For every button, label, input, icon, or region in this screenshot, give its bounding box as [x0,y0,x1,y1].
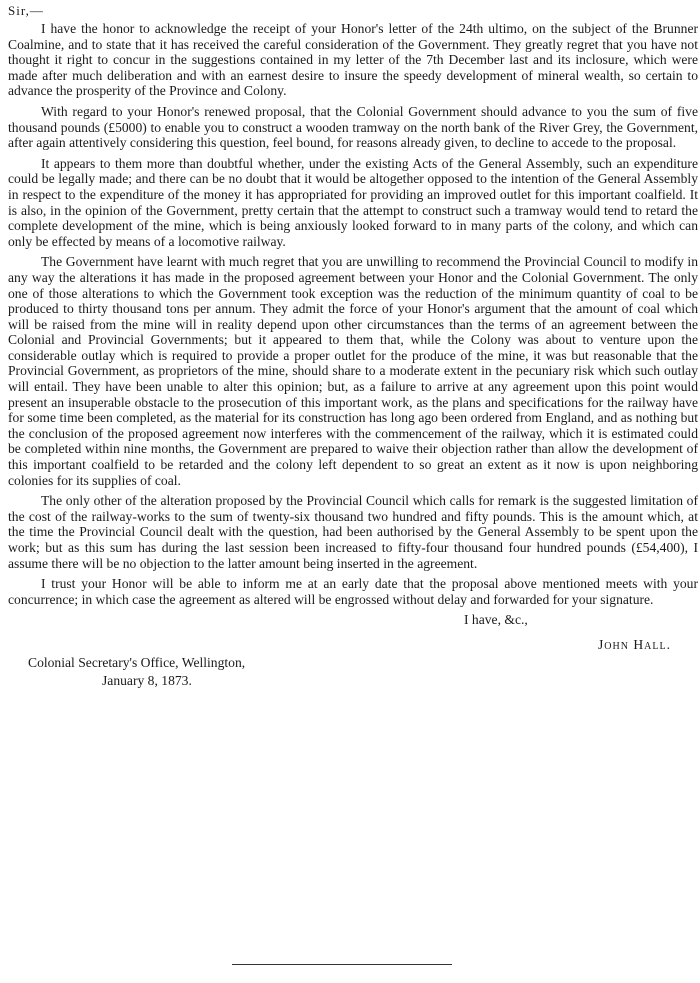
closing-block [8,612,698,670]
letter-date: January 8, 1873. [102,673,192,689]
office-address: Colonial Secretary's Office, Wellington, [28,655,246,671]
paragraph-cost-limitation: The only other of the alteration proposed by the Provincial Council which calls for remark is the suggested limitation of the cost of the railway-works to the sum of twenty-six thousand two hundred and fifty pounds. This is the amount which, at the time the Provincial Council dealt with the question, had been authorised by the General Assembly to be spent upon the work; but as this sum has during the last session been increased to fifty-four thousand four hundred pounds (£54,400), I assume there will be no objection to the latter amount being inserted in the agreement. [8,493,698,571]
divider-rule [232,964,452,965]
signature: John Hall. [598,637,672,653]
letter-page [8,2,698,690]
closing-phrase: I have, &c., [464,612,528,628]
paragraph-acknowledgement: I have the honor to acknowledge the receipt of your Honor's letter of the 24th ultimo, on the subject of the Brunner Coalmine, and to state that it has received the careful consideration of the Government. They greatly regret that you have not thought it right to concur in the suggestions contained in my letter of the 7th December last and its inclosure, which were made after much deliberation and with an earnest desire to insure the speedy development of mineral wealth, so certain to advance the prosperity of the Province and Colony. [8,21,698,99]
salutation: Sir,— [8,3,44,18]
paragraph-conclusion: I trust your Honor will be able to inform me at an early date that the proposal above mentioned meets with your concurrence; in which case the agreement as altered will be engrossed without delay and forwarded for your signature. [8,576,698,607]
paragraph-provincial-council: The Government have learnt with much regret that you are unwilling to recommend the Provincial Council to modify in any way the alterations it has made in the proposed agreement between your Honor and the Colonial Government. The only one of those alterations to which the Government took exception was the reduction of the minimum quantity of coal to be produced to thirty thousand tons per annum. They admit the force of your Honor's argument that the amount of coal which will be raised from the mine will in reality depend upon other circumstances than the terms of an agreement between the Colonial and Provincial Governments; but it appeared to them that, while the Colony was about to venture upon the considerable outlay which is required to provide a proper outlet for the produce of the mine, it was but reasonable that the Provincial Government, as proprietors of the mine, should share to a moderate extent in the pecuniary risk which such outlay will entail. They have been unable to alter this opinion; but, as a failure to arrive at any agreement upon this point would present an insuperable obstacle to the prosecution of this important work, as the plans and specifications for the railway have for some time been completed, as the material for its construction has long ago been ordered from England, and as nothing but the conclusion of the proposed agreement now interferes with the commencement of the railway, which it is estimated could be completed within nine months, the Government are prepared to waive their objection rather than allow the development of this important coalfield to be retarded and the colony left dependent to so great an extent as it now is upon neighboring colonies for its supplies of coal. [8,254,698,488]
paragraph-tramway-proposal: With regard to your Honor's renewed proposal, that the Colonial Government should advance to you the sum of five thousand pounds (£5000) to enable you to construct a wooden tramway on the north bank of the River Grey, the Government, after again attentively considering this question, feel bound, for reasons already given, to decline to accede to the proposal. [8,103,698,151]
paragraph-legality: It appears to them more than doubtful whether, under the existing Acts of the General Assembly, such an expenditure could be legally made; and there can be no doubt that it would be altogether opposed to the intention of the General Assembly in respect to the expenditure of the money it has appropriated for providing an improved outlet for this important coalfield. It is also, in the opinion of the Government, pretty certain that the attempt to construct such a tramway would tend to retard the complete development of the mine, which is being anxiously looked forward to in many parts of the colony, and which can only be effected by means of a locomotive railway. [8,155,698,249]
